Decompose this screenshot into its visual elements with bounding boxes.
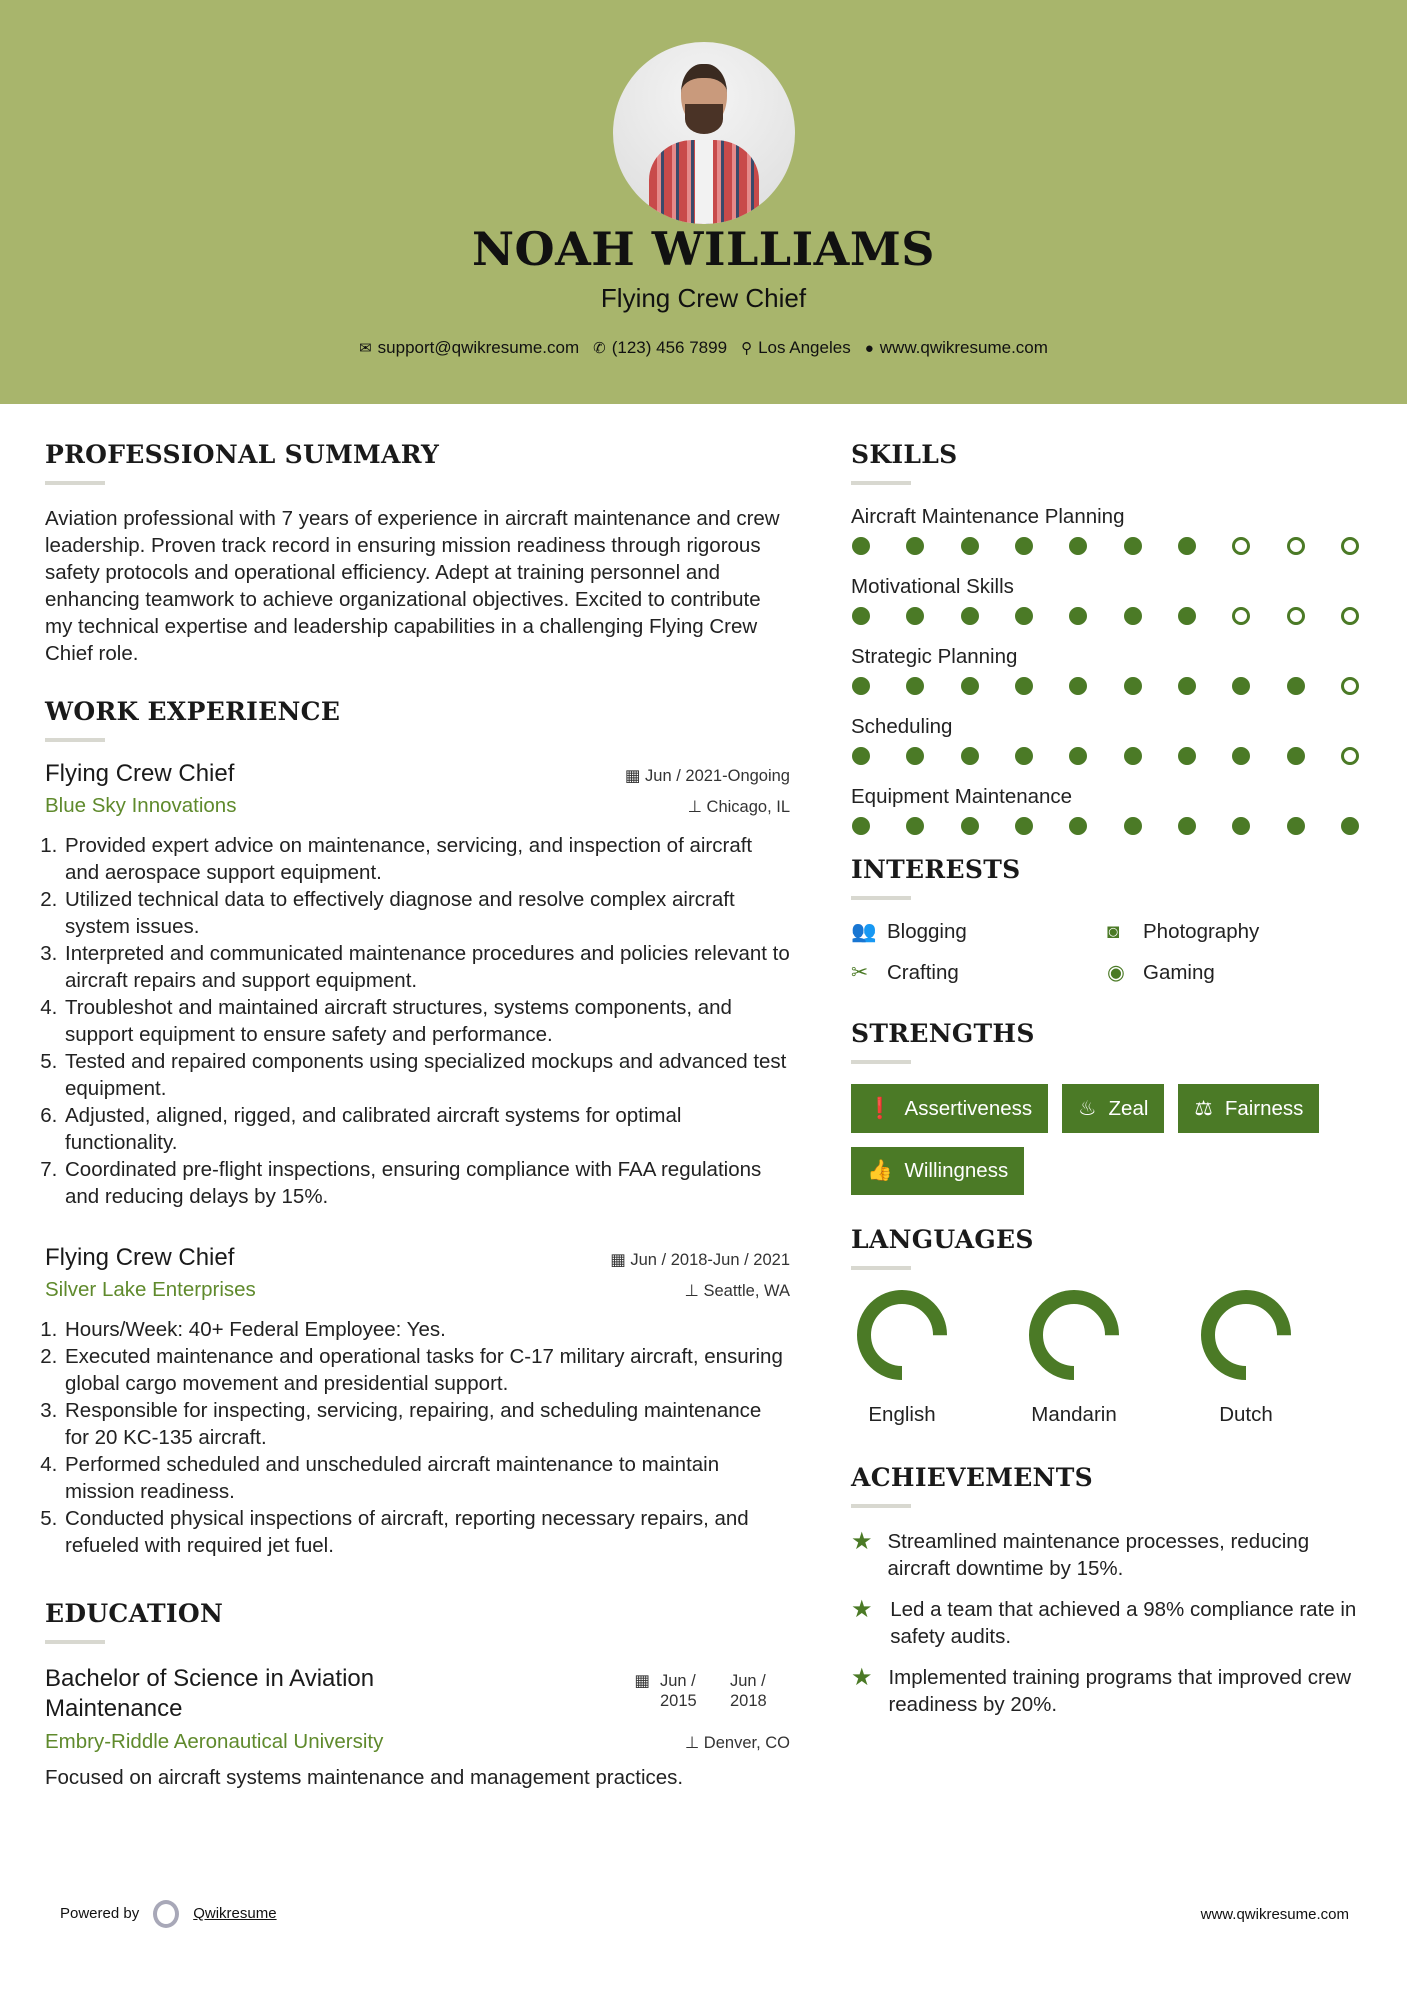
skill-name: Strategic Planning bbox=[851, 645, 1018, 668]
qwikresume-logo bbox=[153, 1900, 179, 1928]
calendar-icon: ▦ bbox=[634, 1672, 650, 1690]
education-description: Focused on aircraft systems maintenance and management practices. bbox=[45, 1766, 684, 1789]
rating-dot bbox=[1232, 747, 1250, 765]
job-title: Flying Crew Chief bbox=[45, 1244, 235, 1271]
date-text: Jun / 2018-Jun / 2021 bbox=[630, 1251, 790, 1269]
rating-dot bbox=[1341, 677, 1359, 695]
rating-dot bbox=[852, 607, 870, 625]
map-pin-icon: ⚲ bbox=[741, 340, 753, 357]
job-date bbox=[610, 1250, 790, 1270]
language-item bbox=[1201, 1290, 1291, 1427]
list-item: 2. Executed maintenance and operational tasks for C-17 military aircraft, ensuring global cargo movement and presidential support. bbox=[63, 1343, 790, 1397]
job-title: Flying Crew Chief bbox=[45, 760, 235, 787]
list-item: 3. Interpreted and communicated maintenance procedures and policies relevant to aircraft repairs and support equipment. bbox=[63, 940, 790, 994]
rating-dot bbox=[1287, 817, 1305, 835]
interest-label: Photography bbox=[1143, 920, 1260, 943]
rating-dot bbox=[1232, 537, 1250, 555]
skill-rating bbox=[851, 537, 1359, 555]
rating-dot bbox=[906, 817, 924, 835]
divider bbox=[45, 1640, 105, 1644]
list-item: 4. Performed scheduled and unscheduled aircraft maintenance to maintain mission readiness. bbox=[63, 1451, 790, 1505]
section-heading: PROFESSIONAL SUMMARY bbox=[45, 440, 440, 469]
rating-dot bbox=[1015, 607, 1033, 625]
globe-icon: ● bbox=[864, 340, 874, 357]
rating-dot bbox=[1069, 747, 1087, 765]
rating-dot bbox=[1232, 607, 1250, 625]
achievement-item bbox=[851, 1596, 1365, 1650]
pushpin-icon: ⊥ bbox=[684, 1734, 704, 1752]
section-heading: LANGUAGES bbox=[851, 1225, 1034, 1254]
rating-dot bbox=[906, 677, 924, 695]
website-contact[interactable] bbox=[865, 338, 1048, 358]
exclamation-icon: ❗ bbox=[867, 1096, 893, 1120]
school: Embry-Riddle Aeronautical University bbox=[45, 1730, 384, 1753]
section-heading: SKILLS bbox=[851, 440, 958, 469]
rating-dot bbox=[1015, 677, 1033, 695]
responsibility-list bbox=[63, 1316, 790, 1559]
list-item: 7. Coordinated pre-flight inspections, ensuring compliance with FAA regulations and reducing delays by 15%. bbox=[63, 1156, 790, 1210]
envelope-icon: ✉ bbox=[359, 340, 372, 357]
skill-rating bbox=[851, 817, 1359, 835]
rating-dot bbox=[1287, 607, 1305, 625]
divider bbox=[851, 896, 911, 900]
section-heading: ACHIEVEMENTS bbox=[851, 1463, 1093, 1492]
skill-rating bbox=[851, 677, 1359, 695]
skill-name: Equipment Maintenance bbox=[851, 785, 1073, 808]
education-entry bbox=[45, 1664, 790, 1724]
skill-item bbox=[851, 715, 1365, 765]
skill-item bbox=[851, 785, 1365, 835]
interest-item bbox=[1107, 960, 1357, 985]
skill-item bbox=[851, 505, 1365, 555]
rating-dot bbox=[1124, 607, 1142, 625]
skill-item bbox=[851, 645, 1365, 695]
rating-dot bbox=[1178, 817, 1196, 835]
calendar-icon: ▦ bbox=[610, 1251, 631, 1269]
strength-tag bbox=[1062, 1084, 1164, 1133]
language-name: Mandarin bbox=[1031, 1403, 1117, 1426]
fire-icon: ♨ bbox=[1078, 1097, 1097, 1120]
summary-text: Aviation professional with 7 years of experience in aircraft maintenance and crew leadership. Proven track record in ensuring mission readiness through rigorous safety protocols and operational efficiency. Adept at training personnel and enhancing teamwork to achieve organizational objectives. Excited to contribute my technical expertise and leadership capabilities in a challenging Flying Crew Chief role. bbox=[45, 507, 780, 665]
list-item: 6. Adjusted, aligned, rigged, and calibrated aircraft systems for optimal functionality. bbox=[63, 1102, 790, 1156]
rating-dot bbox=[1124, 817, 1142, 835]
rating-dot bbox=[1341, 537, 1359, 555]
list-item: 2. Utilized technical data to effectively diagnose and resolve complex aircraft system issues. bbox=[63, 886, 790, 940]
rating-dot bbox=[1069, 677, 1087, 695]
candidate-name: NOAH WILLIAMS bbox=[472, 222, 935, 276]
rating-dot bbox=[961, 537, 979, 555]
list-item: 3. Responsible for inspecting, servicing, repairing, and scheduling maintenance for 20 KC-135 aircraft. bbox=[63, 1397, 790, 1451]
rating-dot bbox=[1178, 677, 1196, 695]
start-date: Jun / 2015 bbox=[660, 1672, 697, 1710]
language-item bbox=[1029, 1290, 1119, 1427]
rating-dot bbox=[1124, 677, 1142, 695]
strength-tag bbox=[851, 1084, 1048, 1133]
rating-dot bbox=[1232, 817, 1250, 835]
contact-bar bbox=[0, 338, 1407, 358]
rating-dot bbox=[852, 817, 870, 835]
rating-dot bbox=[1287, 747, 1305, 765]
rating-dot bbox=[1069, 537, 1087, 555]
rating-dot bbox=[961, 677, 979, 695]
job-entry bbox=[45, 1244, 790, 1559]
gamepad-icon: ◉ bbox=[1107, 961, 1125, 984]
company-name: Blue Sky Innovations bbox=[45, 794, 237, 817]
rating-dot bbox=[1069, 817, 1087, 835]
star-icon: ★ bbox=[851, 1528, 873, 1555]
footer bbox=[60, 1900, 1349, 1928]
rating-dot bbox=[1178, 537, 1196, 555]
users-icon: 👥 bbox=[851, 920, 877, 943]
list-item: 1. Hours/Week: 40+ Federal Employee: Yes. bbox=[63, 1316, 790, 1343]
interest-item bbox=[851, 960, 1107, 985]
interest-label: Crafting bbox=[887, 961, 959, 984]
candidate-title: Flying Crew Chief bbox=[600, 283, 807, 313]
skill-name: Aircraft Maintenance Planning bbox=[851, 505, 1125, 528]
footer-website[interactable]: www.qwikresume.com bbox=[1200, 1905, 1349, 1923]
education-dates bbox=[634, 1671, 790, 1711]
job-entry bbox=[45, 760, 790, 1210]
section-heading: STRENGTHS bbox=[851, 1019, 1035, 1048]
camera-icon: ◙ bbox=[1107, 920, 1120, 943]
rating-dot bbox=[1015, 817, 1033, 835]
responsibility-list bbox=[63, 832, 790, 1210]
job-location bbox=[685, 1281, 790, 1301]
pushpin-icon: ⊥ bbox=[687, 798, 707, 816]
profile-photo bbox=[613, 42, 795, 224]
divider bbox=[851, 481, 911, 485]
rating-dot bbox=[961, 607, 979, 625]
resume-header bbox=[0, 0, 1407, 404]
skill-item bbox=[851, 575, 1365, 625]
location-text: Los Angeles bbox=[758, 338, 851, 357]
language-name: Dutch bbox=[1219, 1403, 1273, 1426]
rating-dot bbox=[1287, 677, 1305, 695]
star-icon: ★ bbox=[851, 1596, 873, 1623]
skill-rating bbox=[851, 607, 1359, 625]
job-location bbox=[688, 797, 790, 817]
interest-item bbox=[851, 920, 1107, 944]
interest-item bbox=[1107, 920, 1357, 944]
end-date: Jun / 2018 bbox=[730, 1672, 767, 1710]
achievement-item bbox=[851, 1528, 1365, 1582]
rating-dot bbox=[1069, 607, 1087, 625]
date-text: Jun / 2021-Ongoing bbox=[645, 767, 790, 785]
section-heading: INTERESTS bbox=[851, 855, 1021, 884]
strength-label: Zeal bbox=[1108, 1096, 1149, 1120]
degree: Bachelor of Science in Aviation Maintenance bbox=[45, 1665, 375, 1722]
strength-label: Assertiveness bbox=[904, 1096, 1033, 1120]
rating-dot bbox=[961, 817, 979, 835]
strength-label: Fairness bbox=[1224, 1096, 1304, 1120]
interest-label: Blogging bbox=[887, 920, 967, 943]
right-column bbox=[851, 440, 1365, 1732]
divider bbox=[851, 1504, 911, 1508]
achievement-text: Led a team that achieved a 98% compliance rate in safety audits. bbox=[890, 1598, 1357, 1648]
skill-name: Motivational Skills bbox=[851, 575, 1014, 598]
language-gauge bbox=[857, 1290, 947, 1380]
rating-dot bbox=[961, 747, 979, 765]
list-item: 4. Troubleshot and maintained aircraft structures, systems components, and support equipment to ensure safety and performance. bbox=[63, 994, 790, 1048]
language-gauge bbox=[1201, 1290, 1291, 1380]
skill-name: Scheduling bbox=[851, 715, 953, 738]
calendar-icon: ▦ bbox=[624, 767, 646, 785]
list-item: 1. Provided expert advice on maintenance, servicing, and inspection of aircraft and aerospace support equipment. bbox=[63, 832, 790, 886]
company-name: Silver Lake Enterprises bbox=[45, 1278, 256, 1301]
rating-dot bbox=[906, 607, 924, 625]
rating-dot bbox=[1287, 537, 1305, 555]
rating-dot bbox=[1015, 537, 1033, 555]
brand-link[interactable]: Qwikresume bbox=[193, 1904, 277, 1922]
rating-dot bbox=[1232, 677, 1250, 695]
strength-label: Willingness bbox=[904, 1159, 1009, 1182]
phone-contact[interactable] bbox=[593, 338, 727, 358]
star-icon: ★ bbox=[851, 1664, 873, 1691]
location-text: Chicago, IL bbox=[706, 798, 790, 816]
achievement-item bbox=[851, 1664, 1365, 1718]
language-item bbox=[857, 1290, 947, 1427]
list-item: 5. Conducted physical inspections of aircraft, reporting necessary repairs, and refueled with required jet fuel. bbox=[63, 1505, 790, 1559]
rating-dot bbox=[1178, 747, 1196, 765]
rating-dot bbox=[906, 747, 924, 765]
interest-label: Gaming bbox=[1143, 961, 1215, 984]
email-contact[interactable] bbox=[359, 338, 579, 358]
rating-dot bbox=[852, 537, 870, 555]
job-date bbox=[625, 766, 790, 786]
left-column bbox=[45, 440, 790, 1791]
achievement-text: Streamlined maintenance processes, reducing aircraft downtime by 15%. bbox=[887, 1530, 1310, 1580]
location-contact bbox=[741, 338, 851, 358]
strength-tag bbox=[1178, 1084, 1319, 1133]
skill-rating bbox=[851, 747, 1359, 765]
scissors-icon: ✂ bbox=[851, 961, 869, 984]
list-item: 5. Tested and repaired components using specialized mockups and advanced test equipment. bbox=[63, 1048, 790, 1102]
location-text: Denver, CO bbox=[703, 1734, 790, 1752]
thumbs-up-icon: 👍 bbox=[867, 1159, 893, 1182]
section-heading: WORK EXPERIENCE bbox=[45, 697, 341, 726]
location-text: Seattle, WA bbox=[703, 1282, 790, 1300]
scale-icon: ⚖ bbox=[1194, 1097, 1213, 1120]
strength-tag bbox=[851, 1147, 1024, 1195]
section-heading: EDUCATION bbox=[45, 1599, 224, 1628]
rating-dot bbox=[1178, 607, 1196, 625]
education-location bbox=[685, 1733, 790, 1753]
divider bbox=[851, 1266, 911, 1270]
phone-icon: ✆ bbox=[593, 340, 606, 357]
divider bbox=[45, 481, 105, 485]
rating-dot bbox=[1015, 747, 1033, 765]
language-name: English bbox=[868, 1403, 936, 1426]
rating-dot bbox=[852, 747, 870, 765]
email-text: support@qwikresume.com bbox=[377, 338, 580, 357]
rating-dot bbox=[1124, 747, 1142, 765]
divider bbox=[851, 1060, 911, 1064]
pushpin-icon: ⊥ bbox=[684, 1282, 704, 1300]
website-text: www.qwikresume.com bbox=[879, 338, 1048, 357]
phone-text: (123) 456 7899 bbox=[611, 338, 728, 357]
achievement-text: Implemented training programs that improved crew readiness by 20%. bbox=[888, 1666, 1352, 1716]
rating-dot bbox=[1341, 607, 1359, 625]
rating-dot bbox=[1124, 537, 1142, 555]
powered-by-text: Powered by bbox=[60, 1904, 140, 1922]
divider bbox=[45, 738, 105, 742]
rating-dot bbox=[852, 677, 870, 695]
rating-dot bbox=[1341, 817, 1359, 835]
rating-dot bbox=[1341, 747, 1359, 765]
language-gauge bbox=[1029, 1290, 1119, 1380]
rating-dot bbox=[906, 537, 924, 555]
